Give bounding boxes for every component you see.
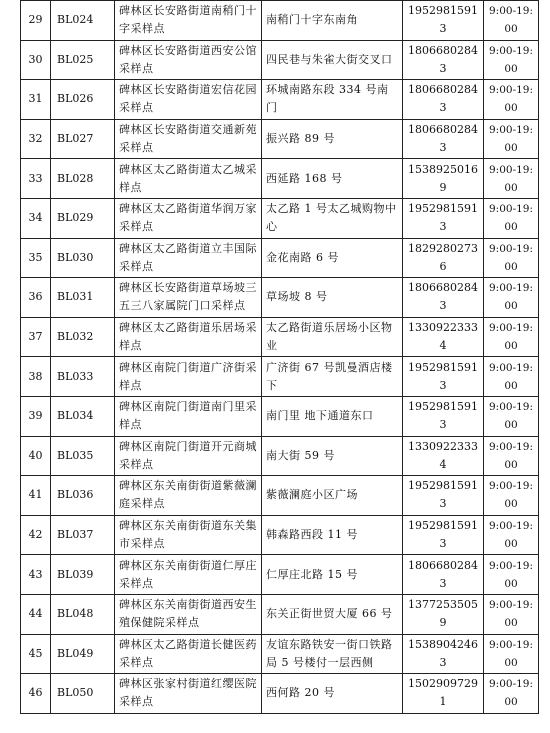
table-row: [21, 357, 539, 397]
site-address: 南稍门十字东南角: [262, 1, 403, 41]
site-code: BL036: [51, 476, 115, 516]
site-code: BL048: [51, 594, 115, 634]
table-row: [21, 198, 539, 238]
row-number: 35: [21, 238, 51, 278]
site-address: 韩森路西段 11 号: [262, 515, 403, 555]
row-number: 31: [21, 80, 51, 120]
site-code: BL037: [51, 515, 115, 555]
contact-phone: 13309223334: [403, 317, 484, 357]
site-code: BL027: [51, 119, 115, 159]
site-address: 环城南路东段 334 号南门: [262, 80, 403, 120]
site-address: 太乙路 1 号太乙城购物中心: [262, 198, 403, 238]
service-hours: 9:00-19:00: [484, 119, 539, 159]
site-address: 西何路 20 号: [262, 674, 403, 714]
site-name: 碑林区东关南街街道紫薇澜庭采样点: [115, 476, 262, 516]
table-row: [21, 476, 539, 516]
site-address: 四民巷与朱雀大街交叉口: [262, 40, 403, 80]
site-name: 碑林区南院门街道开元商城采样点: [115, 436, 262, 476]
site-address: 友谊东路铁安一街口铁路局 5 号楼付一层西侧: [262, 634, 403, 674]
contact-phone: 18066802843: [403, 278, 484, 318]
site-address: 金花南路 6 号: [262, 238, 403, 278]
site-code: BL025: [51, 40, 115, 80]
site-name: 碑林区长安路街道草场坡三五三八家属院门口采样点: [115, 278, 262, 318]
contact-phone: 18066802843: [403, 40, 484, 80]
site-name: 碑林区太乙路街道长健医药采样点: [115, 634, 262, 674]
site-code: BL030: [51, 238, 115, 278]
table-row: [21, 159, 539, 199]
table-row: [21, 555, 539, 595]
site-address: 草场坡 8 号: [262, 278, 403, 318]
site-address: 南大街 59 号: [262, 436, 403, 476]
site-code: BL034: [51, 396, 115, 436]
contact-phone: 15389042463: [403, 634, 484, 674]
site-code: BL028: [51, 159, 115, 199]
service-hours: 9:00-19:00: [484, 198, 539, 238]
site-name: 碑林区太乙路街道立丰国际采样点: [115, 238, 262, 278]
contact-phone: 19529815913: [403, 515, 484, 555]
service-hours: 9:00-19:00: [484, 476, 539, 516]
contact-phone: 13772535059: [403, 594, 484, 634]
row-number: 32: [21, 119, 51, 159]
service-hours: 9:00-19:00: [484, 238, 539, 278]
service-hours: 9:00-19:00: [484, 515, 539, 555]
site-name: 碑林区东关南街街道仁厚庄采样点: [115, 555, 262, 595]
service-hours: 9:00-19:00: [484, 40, 539, 80]
service-hours: 9:00-19:00: [484, 317, 539, 357]
contact-phone: 19529815913: [403, 476, 484, 516]
table-row: [21, 634, 539, 674]
service-hours: 9:00-19:00: [484, 80, 539, 120]
site-code: BL031: [51, 278, 115, 318]
site-code: BL024: [51, 1, 115, 41]
table-row: [21, 238, 539, 278]
table-row: [21, 594, 539, 634]
service-hours: 9:00-19:00: [484, 357, 539, 397]
row-number: 29: [21, 1, 51, 41]
row-number: 33: [21, 159, 51, 199]
contact-phone: 19529815913: [403, 198, 484, 238]
site-code: BL049: [51, 634, 115, 674]
site-code: BL032: [51, 317, 115, 357]
site-name: 碑林区张家村街道红缨医院采样点: [115, 674, 262, 714]
contact-phone: 18292802736: [403, 238, 484, 278]
site-name: 碑林区太乙路街道太乙城采样点: [115, 159, 262, 199]
contact-phone: 18066802843: [403, 119, 484, 159]
table-row: [21, 119, 539, 159]
site-address: 振兴路 89 号: [262, 119, 403, 159]
site-code: BL035: [51, 436, 115, 476]
row-number: 42: [21, 515, 51, 555]
table-row: [21, 317, 539, 357]
site-name: 碑林区太乙路街道乐居场采样点: [115, 317, 262, 357]
table-row: [21, 436, 539, 476]
site-name: 碑林区长安路街道交通新苑采样点: [115, 119, 262, 159]
site-code: BL033: [51, 357, 115, 397]
site-name: 碑林区太乙路街道华润万家采样点: [115, 198, 262, 238]
site-code: BL029: [51, 198, 115, 238]
site-name: 碑林区长安路街道南稍门十字采样点: [115, 1, 262, 41]
service-hours: 9:00-19:00: [484, 436, 539, 476]
site-name: 碑林区东关南街街道西安生殖保健院采样点: [115, 594, 262, 634]
site-address: 东关正街世贸大厦 66 号: [262, 594, 403, 634]
row-number: 46: [21, 674, 51, 714]
row-number: 40: [21, 436, 51, 476]
sampling-points-table: [20, 0, 539, 714]
site-name: 碑林区南院门街道广济街采样点: [115, 357, 262, 397]
table-row: [21, 674, 539, 714]
service-hours: 9:00-19:00: [484, 674, 539, 714]
row-number: 37: [21, 317, 51, 357]
row-number: 45: [21, 634, 51, 674]
site-name: 碑林区南院门街道南门里采样点: [115, 396, 262, 436]
service-hours: 9:00-19:00: [484, 555, 539, 595]
site-code: BL050: [51, 674, 115, 714]
row-number: 36: [21, 278, 51, 318]
contact-phone: 19529815913: [403, 1, 484, 41]
row-number: 43: [21, 555, 51, 595]
service-hours: 9:00-19:00: [484, 396, 539, 436]
site-name: 碑林区东关南街街道东关集市采样点: [115, 515, 262, 555]
row-number: 30: [21, 40, 51, 80]
contact-phone: 15029097291: [403, 674, 484, 714]
table-row: [21, 40, 539, 80]
table-row: [21, 278, 539, 318]
service-hours: 9:00-19:00: [484, 159, 539, 199]
contact-phone: 18066802843: [403, 80, 484, 120]
sampling-points-table-page: [20, 0, 538, 714]
row-number: 38: [21, 357, 51, 397]
site-code: BL026: [51, 80, 115, 120]
row-number: 39: [21, 396, 51, 436]
service-hours: 9:00-19:00: [484, 278, 539, 318]
contact-phone: 19529815913: [403, 357, 484, 397]
table-row: [21, 1, 539, 41]
row-number: 44: [21, 594, 51, 634]
contact-phone: 13309223334: [403, 436, 484, 476]
row-number: 41: [21, 476, 51, 516]
table-row: [21, 396, 539, 436]
contact-phone: 19529815913: [403, 396, 484, 436]
site-address: 仁厚庄北路 15 号: [262, 555, 403, 595]
contact-phone: 18066802843: [403, 555, 484, 595]
service-hours: 9:00-19:00: [484, 634, 539, 674]
table-row: [21, 80, 539, 120]
site-address: 南门里 地下通道东口: [262, 396, 403, 436]
contact-phone: 15389250169: [403, 159, 484, 199]
site-address: 广济街 67 号凯曼酒店楼下: [262, 357, 403, 397]
site-code: BL039: [51, 555, 115, 595]
service-hours: 9:00-19:00: [484, 1, 539, 41]
site-address: 太乙路街道乐居场小区物业: [262, 317, 403, 357]
service-hours: 9:00-19:00: [484, 594, 539, 634]
site-name: 碑林区长安路街道宏信花园采样点: [115, 80, 262, 120]
site-address: 紫薇澜庭小区广场: [262, 476, 403, 516]
row-number: 34: [21, 198, 51, 238]
site-name: 碑林区长安路街道西安公馆采样点: [115, 40, 262, 80]
table-row: [21, 515, 539, 555]
site-address: 西延路 168 号: [262, 159, 403, 199]
